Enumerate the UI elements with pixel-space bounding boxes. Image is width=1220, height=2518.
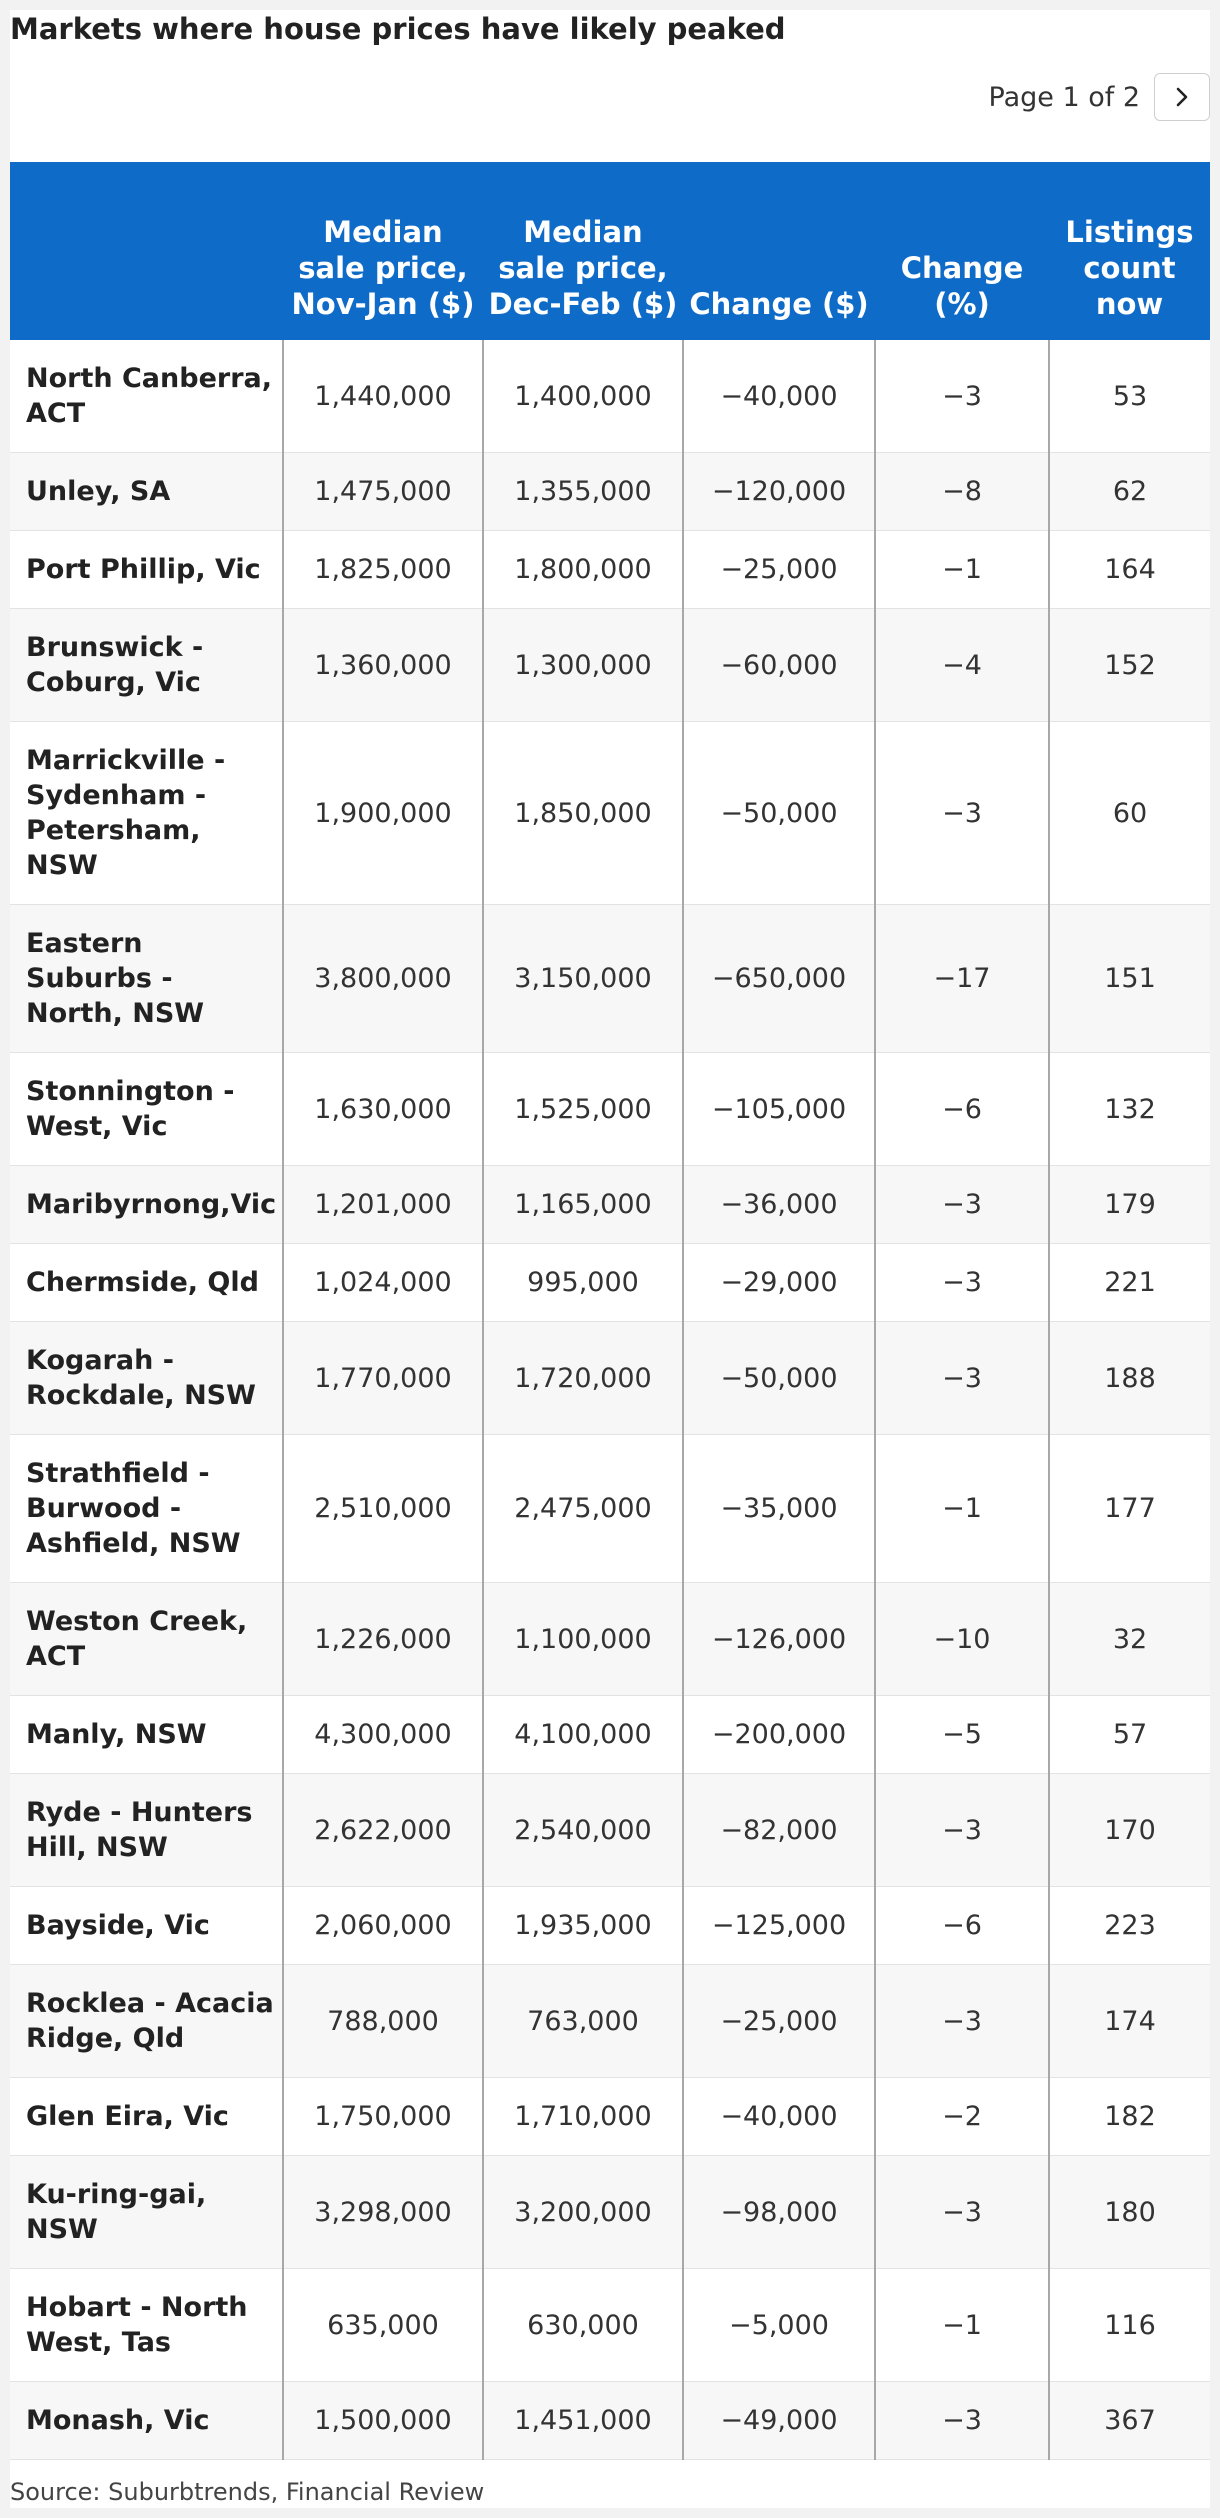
cell-region: Manly, NSW	[10, 1696, 283, 1774]
cell-median-nov-jan: 1,024,000	[283, 1244, 483, 1322]
source-note: Source: Suburbtrends, Financial Review	[10, 2478, 485, 2506]
table-row	[10, 1322, 1210, 1435]
cell-median-dec-feb: 4,100,000	[483, 1696, 683, 1774]
cell-change-dollars: −650,000	[683, 905, 875, 1053]
table-row	[10, 1166, 1210, 1244]
column-header-change-dollars[interactable]: Change ($)	[683, 162, 875, 340]
cell-change-dollars: −120,000	[683, 453, 875, 531]
cell-change-dollars: −25,000	[683, 1965, 875, 2078]
table-row	[10, 2078, 1210, 2156]
cell-change-dollars: −98,000	[683, 2156, 875, 2269]
page-indicator: Page 1 of 2	[988, 81, 1140, 113]
cell-change-percent: −3	[875, 2156, 1049, 2269]
cell-change-percent: −8	[875, 453, 1049, 531]
cell-median-dec-feb: 1,525,000	[483, 1053, 683, 1166]
cell-median-nov-jan: 1,440,000	[283, 340, 483, 453]
table-row	[10, 1774, 1210, 1887]
cell-listings: 57	[1049, 1696, 1210, 1774]
cell-median-dec-feb: 1,710,000	[483, 2078, 683, 2156]
cell-median-dec-feb: 3,200,000	[483, 2156, 683, 2269]
cell-median-dec-feb: 1,100,000	[483, 1583, 683, 1696]
cell-listings: 221	[1049, 1244, 1210, 1322]
cell-change-percent: −3	[875, 722, 1049, 905]
cell-median-nov-jan: 635,000	[283, 2269, 483, 2382]
cell-median-dec-feb: 1,300,000	[483, 609, 683, 722]
cell-change-percent: −17	[875, 905, 1049, 1053]
table-row	[10, 2156, 1210, 2269]
table-row	[10, 1696, 1210, 1774]
cell-median-nov-jan: 1,900,000	[283, 722, 483, 905]
cell-median-dec-feb: 1,720,000	[483, 1322, 683, 1435]
table-row	[10, 1244, 1210, 1322]
cell-median-nov-jan: 4,300,000	[283, 1696, 483, 1774]
cell-change-dollars: −25,000	[683, 531, 875, 609]
cell-change-dollars: −126,000	[683, 1583, 875, 1696]
column-header-region[interactable]	[10, 162, 283, 340]
cell-median-nov-jan: 1,500,000	[283, 2382, 483, 2460]
cell-median-nov-jan: 3,298,000	[283, 2156, 483, 2269]
cell-region: Glen Eira, Vic	[10, 2078, 283, 2156]
cell-change-dollars: −35,000	[683, 1435, 875, 1583]
cell-median-dec-feb: 2,540,000	[483, 1774, 683, 1887]
cell-change-dollars: −105,000	[683, 1053, 875, 1166]
cell-change-dollars: −200,000	[683, 1696, 875, 1774]
cell-change-dollars: −5,000	[683, 2269, 875, 2382]
cell-change-dollars: −40,000	[683, 2078, 875, 2156]
cell-change-percent: −10	[875, 1583, 1049, 1696]
cell-region: Weston Creek, ACT	[10, 1583, 283, 1696]
cell-listings: 179	[1049, 1166, 1210, 1244]
cell-listings: 182	[1049, 2078, 1210, 2156]
cell-median-nov-jan: 1,770,000	[283, 1322, 483, 1435]
cell-region: Rocklea - Acacia Ridge, Qld	[10, 1965, 283, 2078]
cell-listings: 116	[1049, 2269, 1210, 2382]
table-row	[10, 1053, 1210, 1166]
cell-listings: 32	[1049, 1583, 1210, 1696]
cell-median-dec-feb: 1,400,000	[483, 340, 683, 453]
cell-change-percent: −1	[875, 531, 1049, 609]
table-header-row	[10, 162, 1210, 340]
cell-change-percent: −3	[875, 1166, 1049, 1244]
table-row	[10, 2382, 1210, 2460]
cell-listings: 164	[1049, 531, 1210, 609]
cell-median-dec-feb: 630,000	[483, 2269, 683, 2382]
cell-change-percent: −4	[875, 609, 1049, 722]
cell-listings: 62	[1049, 453, 1210, 531]
cell-change-dollars: −36,000	[683, 1166, 875, 1244]
cell-change-percent: −3	[875, 1965, 1049, 2078]
cell-region: Maribyrnong,Vic	[10, 1166, 283, 1244]
cell-median-dec-feb: 1,451,000	[483, 2382, 683, 2460]
cell-listings: 151	[1049, 905, 1210, 1053]
table-row	[10, 609, 1210, 722]
cell-region: Brunswick - Coburg, Vic	[10, 609, 283, 722]
column-header-listings[interactable]: Listings count now	[1049, 162, 1210, 340]
cell-median-nov-jan: 1,630,000	[283, 1053, 483, 1166]
cell-region: Eastern Suburbs - North, NSW	[10, 905, 283, 1053]
cell-region: Unley, SA	[10, 453, 283, 531]
chevron-right-icon	[1171, 86, 1193, 108]
cell-listings: 174	[1049, 1965, 1210, 2078]
table-card	[10, 10, 1210, 2508]
data-table	[10, 162, 1210, 2460]
table-row	[10, 1435, 1210, 1583]
table-row	[10, 722, 1210, 905]
cell-listings: 132	[1049, 1053, 1210, 1166]
cell-listings: 170	[1049, 1774, 1210, 1887]
cell-median-nov-jan: 1,226,000	[283, 1583, 483, 1696]
next-page-button[interactable]	[1154, 73, 1210, 121]
cell-listings: 177	[1049, 1435, 1210, 1583]
table-row	[10, 453, 1210, 531]
cell-median-dec-feb: 3,150,000	[483, 905, 683, 1053]
cell-change-percent: −3	[875, 2382, 1049, 2460]
cell-median-nov-jan: 3,800,000	[283, 905, 483, 1053]
cell-change-dollars: −50,000	[683, 722, 875, 905]
table-row	[10, 905, 1210, 1053]
cell-median-dec-feb: 763,000	[483, 1965, 683, 2078]
cell-median-nov-jan: 2,510,000	[283, 1435, 483, 1583]
cell-region: Monash, Vic	[10, 2382, 283, 2460]
cell-median-dec-feb: 1,850,000	[483, 722, 683, 905]
cell-change-dollars: −29,000	[683, 1244, 875, 1322]
cell-region: Ryde - Hunters Hill, NSW	[10, 1774, 283, 1887]
cell-median-dec-feb: 1,800,000	[483, 531, 683, 609]
column-header-median-nov-jan[interactable]: Median sale price, Nov-Jan ($)	[283, 162, 483, 340]
cell-region: Ku-ring-gai, NSW	[10, 2156, 283, 2269]
cell-listings: 188	[1049, 1322, 1210, 1435]
cell-listings: 223	[1049, 1887, 1210, 1965]
cell-median-nov-jan: 1,825,000	[283, 531, 483, 609]
cell-region: Chermside, Qld	[10, 1244, 283, 1322]
pagination	[989, 72, 1211, 122]
table-row	[10, 1583, 1210, 1696]
cell-listings: 367	[1049, 2382, 1210, 2460]
cell-change-dollars: −125,000	[683, 1887, 875, 1965]
table-row	[10, 2269, 1210, 2382]
cell-change-percent: −1	[875, 1435, 1049, 1583]
cell-change-dollars: −82,000	[683, 1774, 875, 1887]
cell-change-percent: −3	[875, 340, 1049, 453]
cell-change-percent: −6	[875, 1053, 1049, 1166]
cell-region: Marrickville - Sydenham - Petersham, NSW	[10, 722, 283, 905]
cell-median-dec-feb: 1,165,000	[483, 1166, 683, 1244]
column-header-change-percent[interactable]: Change (%)	[875, 162, 1049, 340]
table-title: Markets where house prices have likely peaked	[10, 12, 786, 46]
table-row	[10, 340, 1210, 453]
table-row	[10, 1887, 1210, 1965]
cell-region: North Canberra, ACT	[10, 340, 283, 453]
cell-region: Stonnington - West, Vic	[10, 1053, 283, 1166]
table-row	[10, 1965, 1210, 2078]
cell-listings: 180	[1049, 2156, 1210, 2269]
column-header-median-dec-feb[interactable]: Median sale price, Dec-Feb ($)	[483, 162, 683, 340]
cell-change-percent: −3	[875, 1322, 1049, 1435]
cell-median-dec-feb: 1,935,000	[483, 1887, 683, 1965]
cell-median-nov-jan: 1,750,000	[283, 2078, 483, 2156]
cell-median-nov-jan: 2,060,000	[283, 1887, 483, 1965]
cell-median-nov-jan: 1,475,000	[283, 453, 483, 531]
cell-region: Hobart - North West, Tas	[10, 2269, 283, 2382]
cell-region: Bayside, Vic	[10, 1887, 283, 1965]
cell-change-dollars: −40,000	[683, 340, 875, 453]
cell-change-dollars: −60,000	[683, 609, 875, 722]
cell-change-percent: −3	[875, 1774, 1049, 1887]
cell-change-percent: −6	[875, 1887, 1049, 1965]
cell-listings: 152	[1049, 609, 1210, 722]
cell-change-dollars: −49,000	[683, 2382, 875, 2460]
cell-region: Port Phillip, Vic	[10, 531, 283, 609]
cell-median-dec-feb: 995,000	[483, 1244, 683, 1322]
cell-change-dollars: −50,000	[683, 1322, 875, 1435]
cell-region: Kogarah - Rockdale, NSW	[10, 1322, 283, 1435]
cell-median-dec-feb: 2,475,000	[483, 1435, 683, 1583]
cell-listings: 60	[1049, 722, 1210, 905]
cell-median-nov-jan: 788,000	[283, 1965, 483, 2078]
cell-median-dec-feb: 1,355,000	[483, 453, 683, 531]
cell-median-nov-jan: 1,360,000	[283, 609, 483, 722]
cell-change-percent: −3	[875, 1244, 1049, 1322]
cell-change-percent: −1	[875, 2269, 1049, 2382]
cell-listings: 53	[1049, 340, 1210, 453]
cell-median-nov-jan: 2,622,000	[283, 1774, 483, 1887]
cell-change-percent: −2	[875, 2078, 1049, 2156]
cell-region: Strathfield - Burwood - Ashfield, NSW	[10, 1435, 283, 1583]
cell-median-nov-jan: 1,201,000	[283, 1166, 483, 1244]
cell-change-percent: −5	[875, 1696, 1049, 1774]
table-row	[10, 531, 1210, 609]
